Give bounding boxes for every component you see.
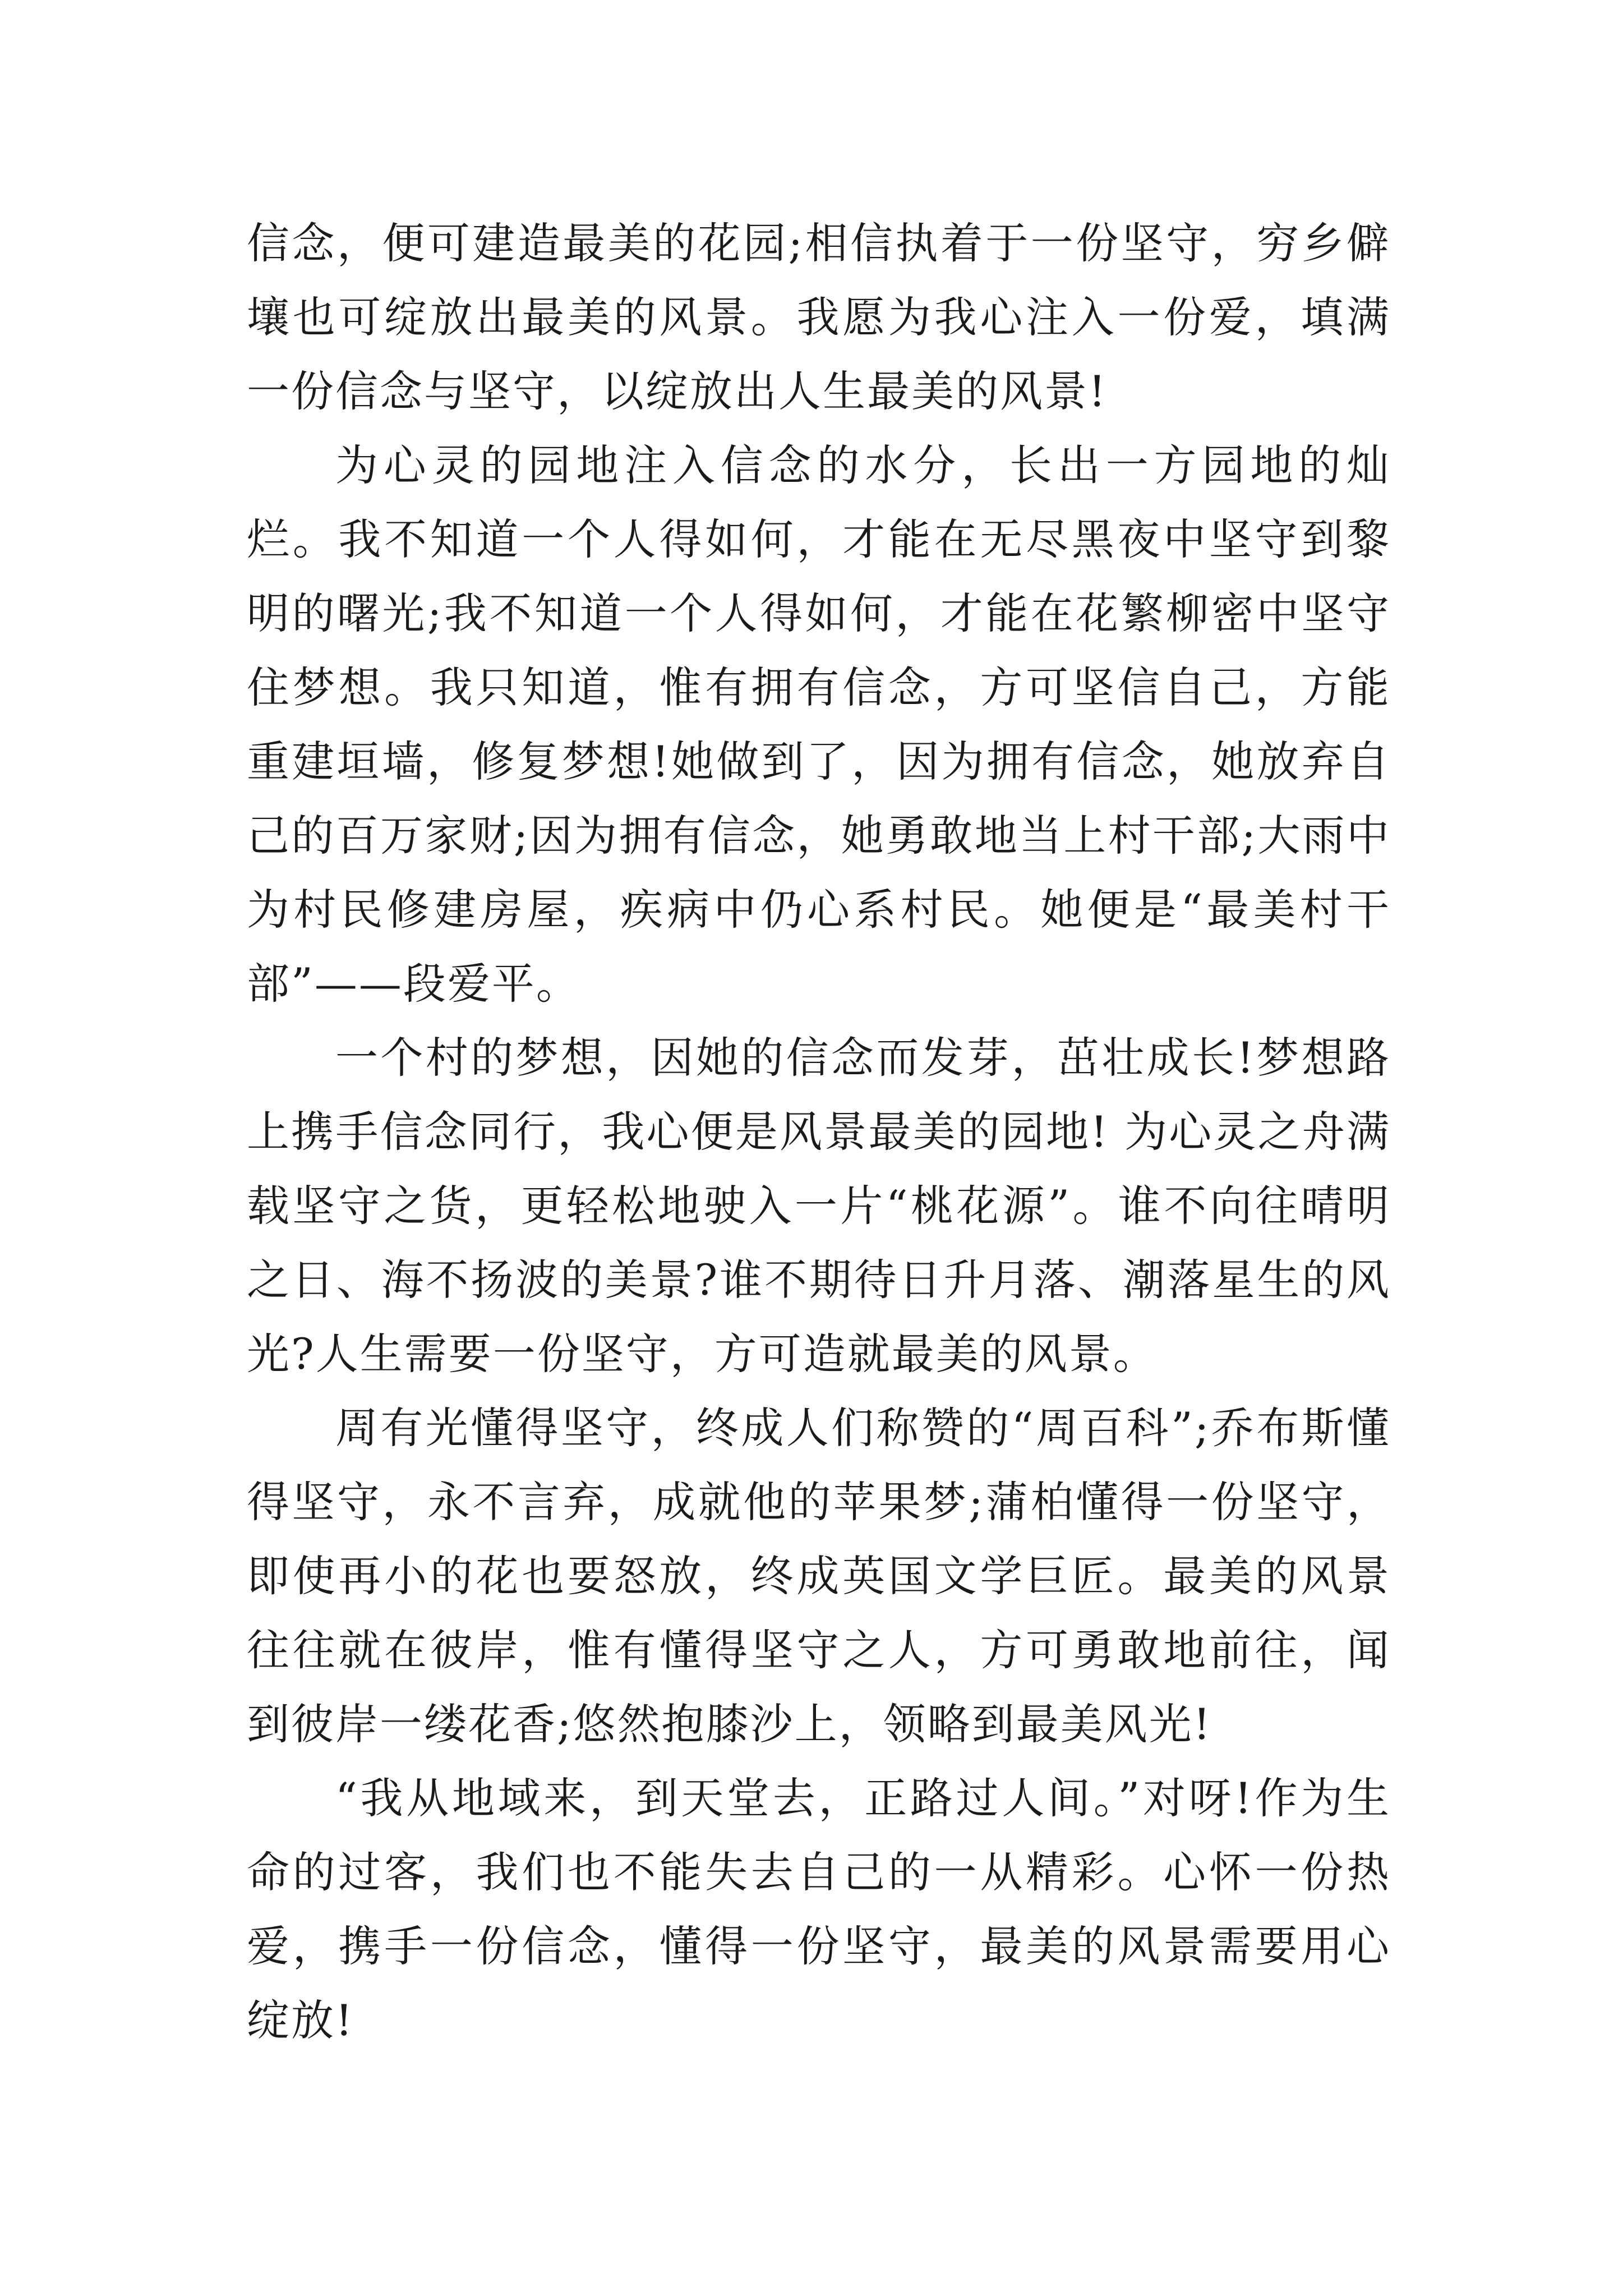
paragraph-4: 周有光懂得坚守，终成人们称赞的“周百科”;乔布斯懂得坚守，永不言弃，成就他的苹果梦;蒲柏懂得一份坚守，即使再小的花也要怒放，终成英国文学巨匠。最美的风景往往就在彼岸，惟有懂得坚守之人，方可勇敢地前往，闻到彼岸一缕花香;悠然抱膝沙上，领略到最美风光! (247, 1403, 1391, 1749)
paragraph-5: “我从地域来，到天堂去，正路过人间。”对呀!作为生命的过客，我们也不能失去自己的一从精彩。心怀一份热爱，携手一份信念，懂得一份坚守，最美的风景需要用心绽放! (247, 1773, 1391, 2045)
essay-body (247, 206, 1391, 2058)
paragraph-2: 为心灵的园地注入信念的水分，长出一方园地的灿烂。我不知道一个人得如何，才能在无尽黑夜中坚守到黎明的曙光;我不知道一个人得如何，才能在花繁柳密中坚守住梦想。我只知道，惟有拥有信念，方可坚信自己，方能重建垣墙，修复梦想!她做到了，因为拥有信念，她放弃自己的百万家财;因为拥有信念，她勇敢地当上村干部;大雨中为村民修建房屋，疾病中仍心系村民。她便是“最美村干部”——段爱平。 (247, 440, 1391, 1009)
paragraph-3: 一个村的梦想，因她的信念而发芽，茁壮成长!梦想路上携手信念同行，我心便是风景最美的园地! 为心灵之舟满载坚守之货，更轻松地驶入一片“桃花源”。谁不向往晴明之日、海不扬波的美景?谁不期待日升月落、潮落星生的风光?人生需要一份坚守，方可造就最美的风景。 (247, 1033, 1391, 1379)
paragraph-1: 信念，便可建造最美的花园;相信执着于一份坚守，穷乡僻壤也可绽放出最美的风景。我愿为我心注入一份爱，填满一份信念与坚守，以绽放出人生最美的风景! (247, 218, 1391, 416)
